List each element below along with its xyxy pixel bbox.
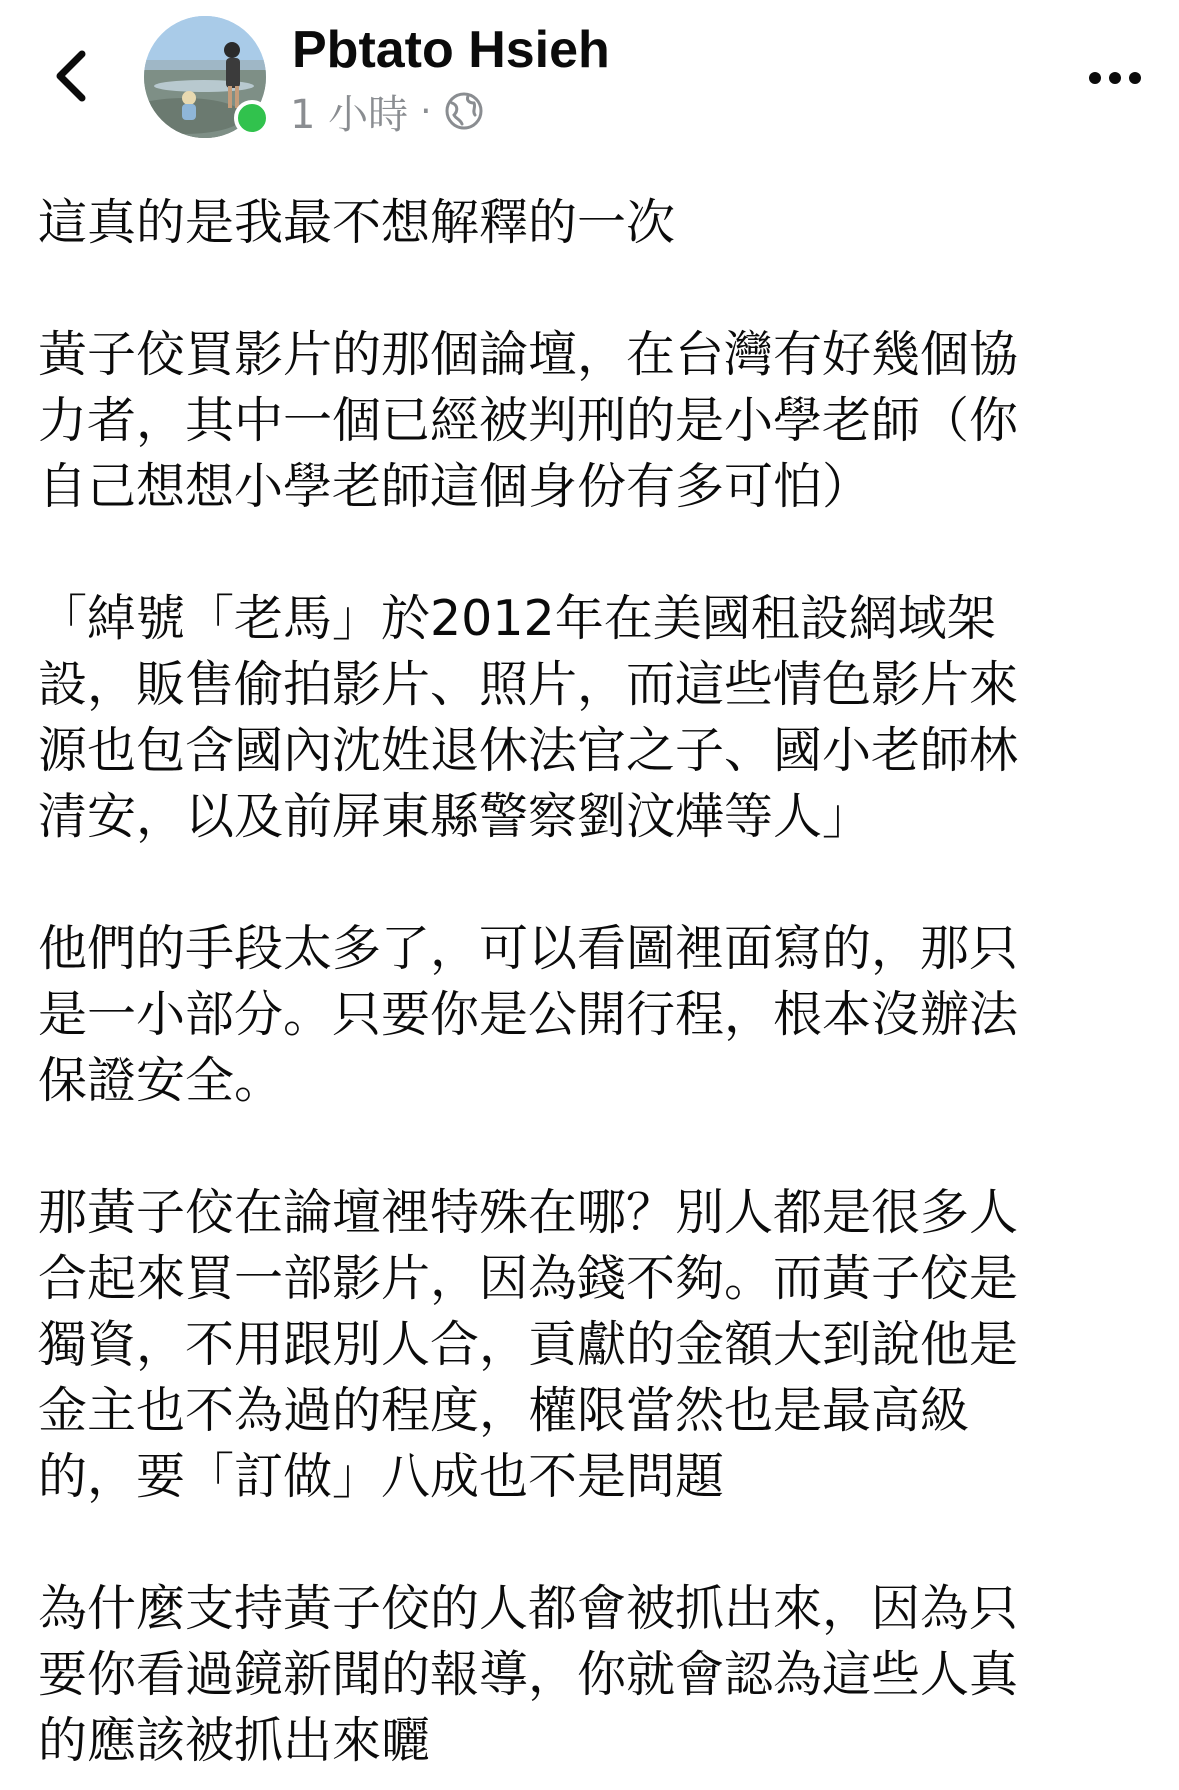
post-line: 保證安全。 — [38, 1052, 284, 1109]
chevron-left-icon — [50, 48, 90, 104]
post-paragraph — [38, 322, 1148, 520]
post-header — [0, 0, 1179, 150]
post-paragraph — [38, 916, 1148, 1114]
post-line: 他們的手段太多了，可以看圖裡面寫的，那只 — [38, 920, 1019, 977]
author-name[interactable]: Pbtato Hsieh — [292, 21, 610, 79]
post-line: 這真的是我最不想解釋的一次 — [38, 194, 676, 251]
post-line: 的應該被抓出來曬 — [38, 1712, 431, 1769]
post-line: 那黃子佼在論壇裡特殊在哪？別人都是很多人 — [38, 1184, 1019, 1241]
meta-separator: · — [420, 90, 432, 132]
post-line: 自己想想小學老師這個身份有多可怕） — [38, 458, 872, 515]
post-text — [38, 190, 1148, 1774]
post-line: 「綽號「老馬」於2012年在美國租設網域架 — [38, 590, 996, 647]
post-line: 獨資，不用跟別人合，貢獻的金額大到說他是 — [38, 1316, 1019, 1373]
post-paragraph — [38, 190, 1148, 256]
author-avatar[interactable] — [144, 16, 266, 138]
post-line: 的，要「訂做」八成也不是問題 — [38, 1448, 725, 1505]
more-horizontal-icon — [1087, 70, 1143, 86]
post-line: 要你看過鏡新聞的報導，你就會認為這些人真 — [38, 1646, 1019, 1703]
post-line: 力者，其中一個已經被判刑的是小學老師（你 — [38, 392, 1019, 449]
post-paragraph — [38, 586, 1148, 850]
post-line: 設，販售偷拍影片、照片，而這些情色影片來 — [38, 656, 1019, 713]
post-meta — [290, 84, 484, 138]
globe-icon — [444, 91, 484, 131]
post-line: 合起來買一部影片，因為錢不夠。而黃子佼是 — [38, 1250, 1019, 1307]
post-paragraph — [38, 1576, 1148, 1774]
online-status-indicator — [234, 100, 270, 136]
post-paragraph — [38, 1180, 1148, 1510]
post-line: 清安，以及前屏東縣警察劉汶燁等人」 — [38, 788, 872, 845]
post-timestamp[interactable]: 1 小時 — [290, 91, 409, 138]
post-line: 源也包含國內沈姓退休法官之子、國小老師林 — [38, 722, 1019, 779]
post-line: 黃子佼買影片的那個論壇，在台灣有好幾個協 — [38, 326, 1019, 383]
post-line: 金主也不為過的程度，權限當然也是最高級 — [38, 1382, 970, 1439]
post-line: 是一小部分。只要你是公開行程，根本沒辦法 — [38, 986, 1019, 1043]
more-options-button[interactable] — [1080, 50, 1150, 106]
back-button[interactable] — [40, 40, 100, 112]
post-line: 為什麼支持黃子佼的人都會被抓出來，因為只 — [38, 1580, 1019, 1637]
